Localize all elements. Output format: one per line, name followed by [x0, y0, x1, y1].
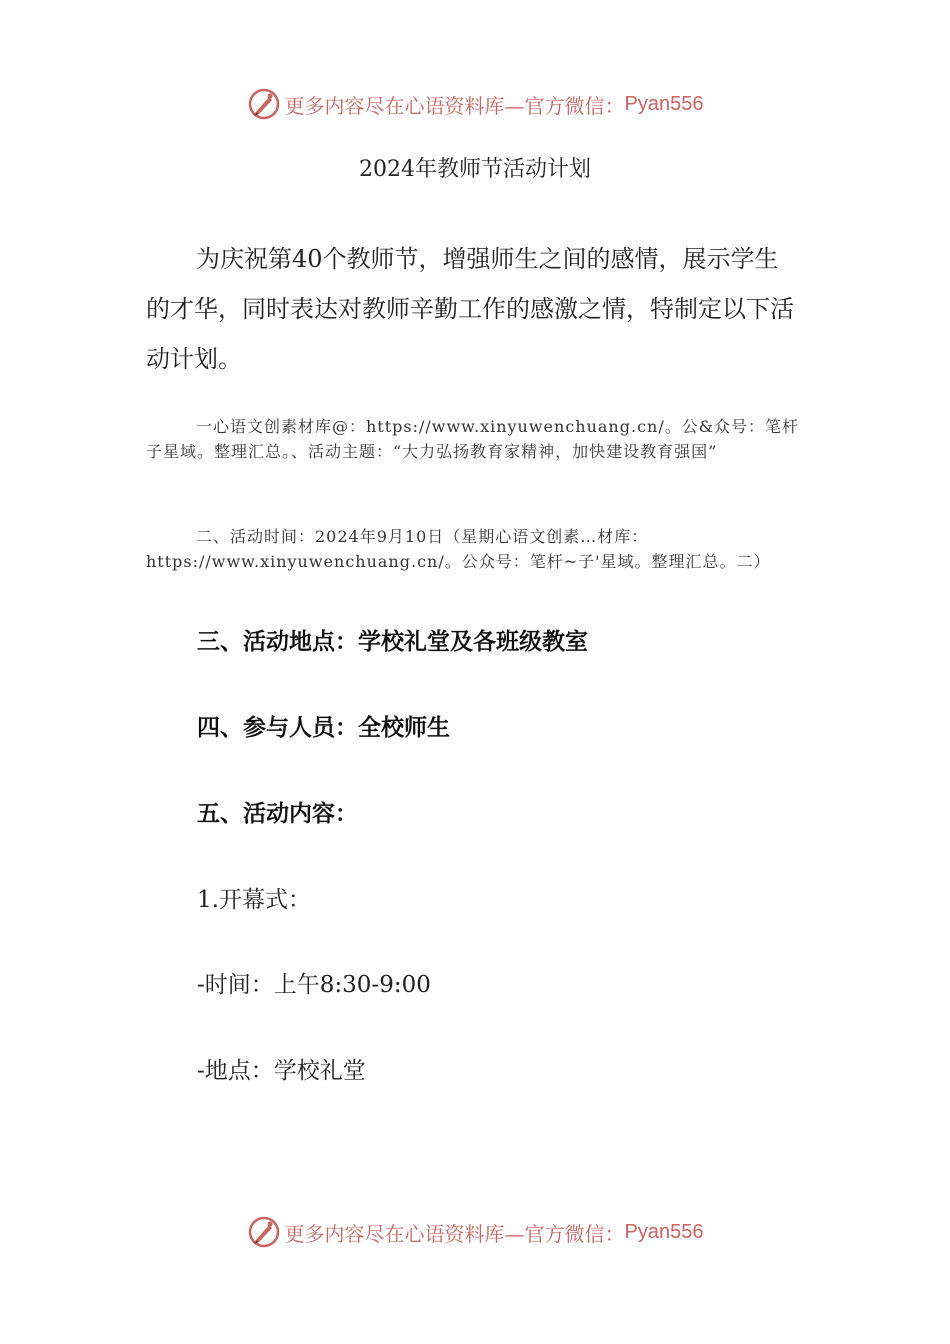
watermark-text: 更多内容尽在心语资料库—官方微信：: [284, 1221, 625, 1246]
section-location-heading: 三、活动地点：学校礼堂及各班级教室: [197, 628, 588, 655]
section-theme: 一心语文创素材库@：https://www.xinyuwenchuang.cn/。公&众号：笔杆子星域。整理汇总。、活动主题：“大力弘扬教育家精神，加快建设教育强国”: [146, 417, 799, 461]
list-item-time: -时间：上午8:30-9:00: [197, 972, 431, 998]
list-item-opening: 1.开幕式：: [197, 887, 311, 913]
document-title: 2024年教师节活动计划: [359, 157, 591, 182]
intro-paragraph: 为庆祝第40个教师节，增强师生之间的感情，展示学生的才华，同时表达对教师辛勤工作的感激之情，特制定以下活动计划。: [146, 245, 794, 373]
pen-logo-icon: [247, 1215, 281, 1249]
watermark-banner-bottom: [0, 1212, 950, 1252]
list-item-place: -地点：学校礼堂: [197, 1058, 366, 1084]
section-time: 二、活动时间：2024年9月10日（星期心语文创素…材库：https://www.xinyuwenchuang.cn/。公众号：笔杆~子'星域。整理汇总。二）: [146, 527, 771, 571]
watermark-banner-top: [0, 84, 950, 124]
watermark-text: 更多内容尽在心语资料库—官方微信：: [284, 93, 625, 118]
pen-logo-icon: [247, 87, 281, 121]
section-content-heading: 五、活动内容：: [197, 800, 358, 827]
watermark-wechat-id: Pyan556: [624, 1220, 704, 1243]
watermark-wechat-id: Pyan556: [624, 92, 704, 115]
section-participants-heading: 四、参与人员：全校师生: [197, 714, 450, 741]
